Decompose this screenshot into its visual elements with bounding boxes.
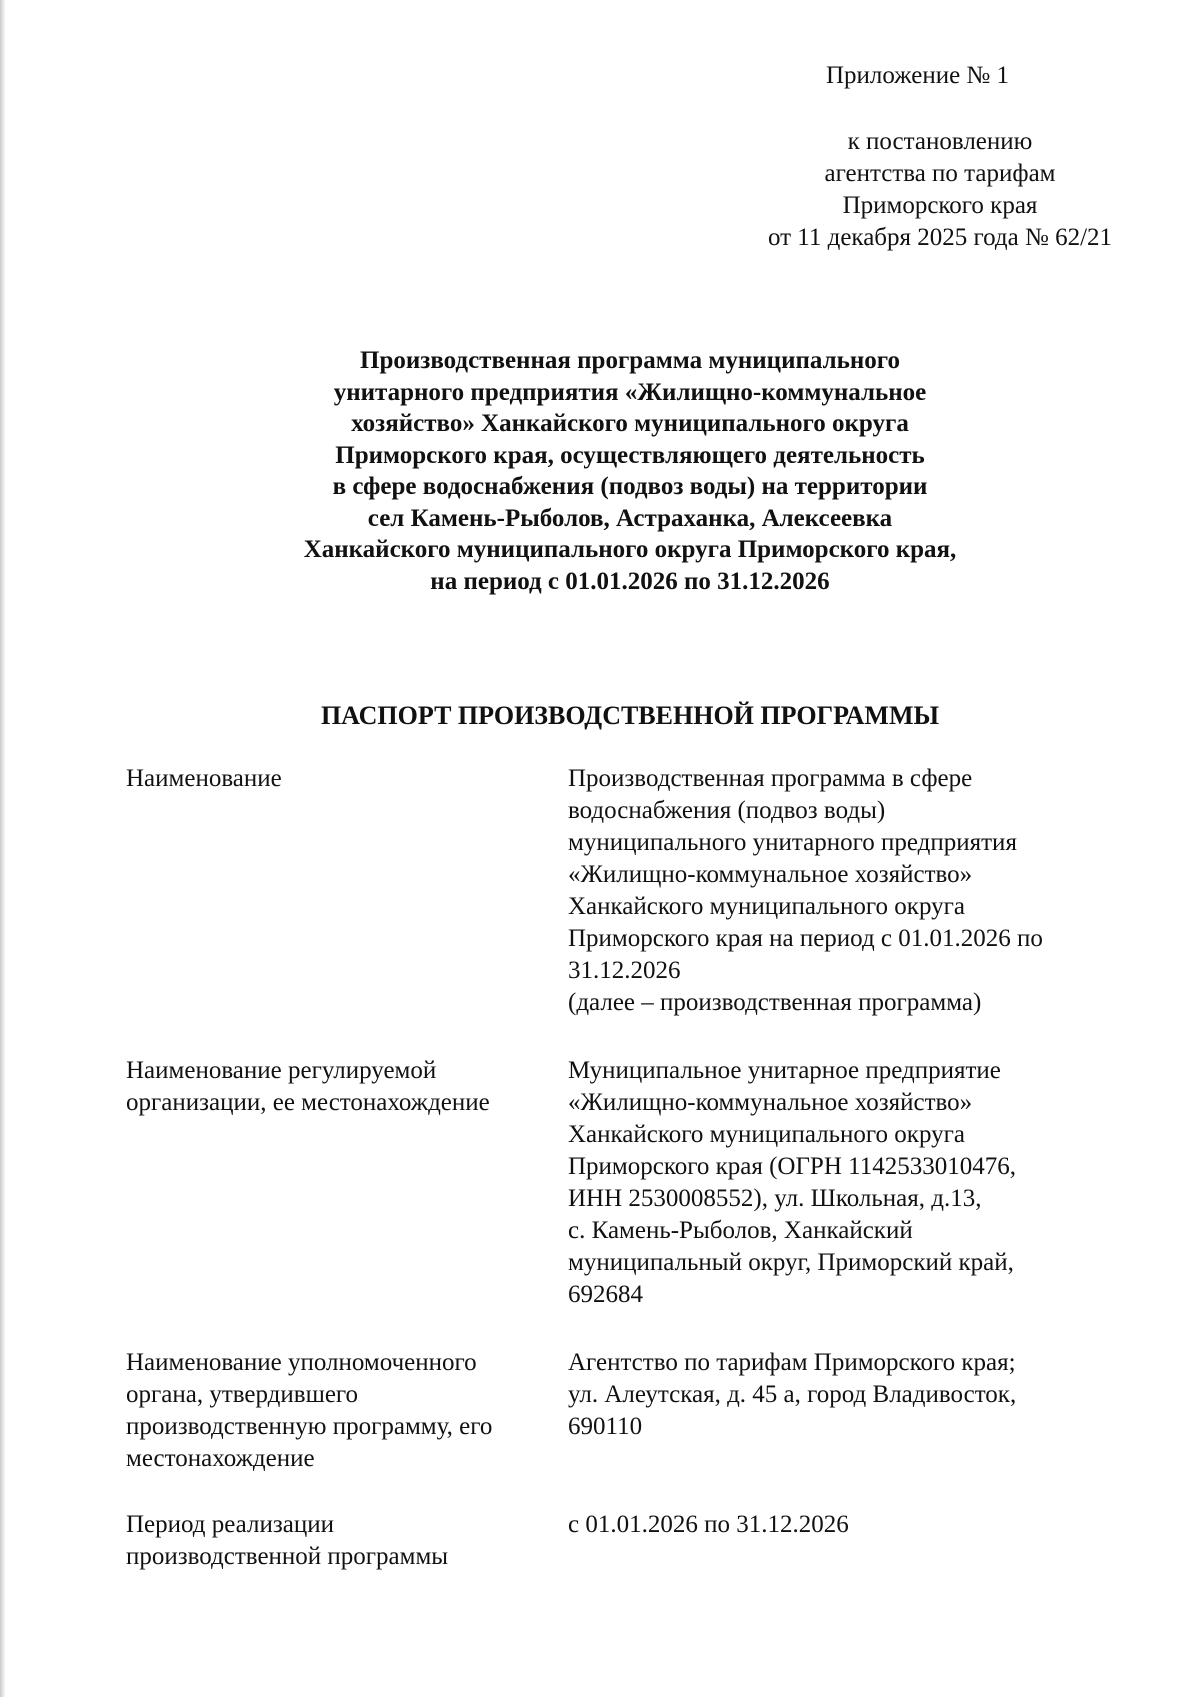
- value-line: Ханкайского муниципального округа: [568, 893, 965, 920]
- passport-row-name: [126, 763, 1136, 1019]
- passport-row-authority: [126, 1347, 1136, 1475]
- value-line: с 01.01.2026 по 31.12.2026: [568, 1511, 849, 1538]
- label-line: производственную программу, его: [126, 1413, 493, 1440]
- appendix-line: Приморского края: [842, 192, 1038, 219]
- appendix-line: к постановлению: [847, 128, 1033, 155]
- appendix-reference: [700, 126, 1180, 254]
- passport-heading: ПАСПОРТ ПРОИЗВОДСТВЕННОЙ ПРОГРАММЫ: [320, 701, 940, 730]
- appendix-line: от 11 декабря 2025 года № 62/21: [767, 224, 1113, 251]
- passport-row-label: [126, 1347, 568, 1475]
- value-line: ИНН 2530008552), ул. Школьная, д.13,: [568, 1185, 982, 1212]
- value-line: Ханкайского муниципального округа: [568, 1121, 965, 1148]
- label-line: Наименование: [126, 765, 282, 792]
- passport-row-label: [126, 763, 568, 1019]
- program-title-line: Производственная программа муниципального: [360, 347, 900, 374]
- passport-row-value: [568, 1347, 1136, 1475]
- label-line: органа, утвердившего: [126, 1381, 359, 1408]
- program-title-line: на период с 01.01.2026 по 31.12.2026: [430, 567, 830, 595]
- value-line: 31.12.2026: [568, 957, 681, 984]
- value-line: муниципальный округ, Приморский край,: [568, 1249, 1014, 1276]
- value-line: «Жилищно-коммунальное хозяйство»: [568, 1089, 973, 1116]
- passport-table: [126, 763, 1136, 1573]
- label-line: производственной программы: [126, 1543, 449, 1570]
- appendix-title: Приложение № 1: [826, 62, 1010, 89]
- passport-row-value: [568, 1509, 1136, 1573]
- passport-row-value: [568, 1055, 1136, 1311]
- passport-row-value: [568, 763, 1136, 1019]
- value-line: водоснабжения (подвоз воды): [568, 797, 886, 824]
- label-line: Наименование регулируемой: [126, 1057, 437, 1084]
- value-line: 692684: [568, 1281, 643, 1308]
- program-title-line: в сфере водоснабжения (подвоз воды) на территории: [332, 473, 928, 500]
- value-line: ул. Алеутская, д. 45 а, город Владивосток,: [568, 1381, 1017, 1408]
- value-line: Приморского края на период с 01.01.2026 по: [568, 925, 1043, 952]
- value-line: 690110: [568, 1413, 643, 1440]
- appendix-line: агентства по тарифам: [824, 160, 1056, 187]
- program-title-line: унитарного предприятия «Жилищно-коммунальное: [333, 378, 927, 406]
- value-line: «Жилищно-коммунальное хозяйство»: [568, 861, 973, 888]
- program-title-line: Ханкайского муниципального округа Приморского края,: [303, 536, 957, 563]
- program-title: [240, 345, 1020, 597]
- value-line: муниципального унитарного предприятия: [568, 829, 1017, 856]
- passport-row-label: [126, 1055, 568, 1311]
- label-line: Период реализации: [126, 1511, 334, 1538]
- value-line: с. Камень-Рыболов, Ханкайский: [568, 1217, 913, 1244]
- program-title-line: хозяйство» Ханкайского муниципального округа: [351, 410, 909, 437]
- program-title-line: Приморского края, осуществляющего деятельность: [335, 441, 925, 469]
- label-line: организации, ее местонахождение: [126, 1089, 490, 1116]
- passport-row-period: [126, 1509, 1136, 1573]
- value-line: Приморского края (ОГРН 1142533010476,: [568, 1153, 1016, 1180]
- label-line: местонахождение: [126, 1445, 315, 1472]
- passport-row-organization: [126, 1055, 1136, 1311]
- value-line: Агентство по тарифам Приморского края;: [568, 1349, 1016, 1376]
- value-line: (далее – производственная программа): [568, 989, 982, 1016]
- passport-row-label: [126, 1509, 568, 1573]
- program-title-line: сел Камень-Рыболов, Астраханка, Алексеевка: [367, 504, 893, 532]
- label-line: Наименование уполномоченного: [126, 1349, 477, 1376]
- value-line: Производственная программа в сфере: [568, 765, 973, 792]
- scan-edge-shadow: [0, 0, 6, 1697]
- value-line: Муниципальное унитарное предприятие: [568, 1057, 1001, 1084]
